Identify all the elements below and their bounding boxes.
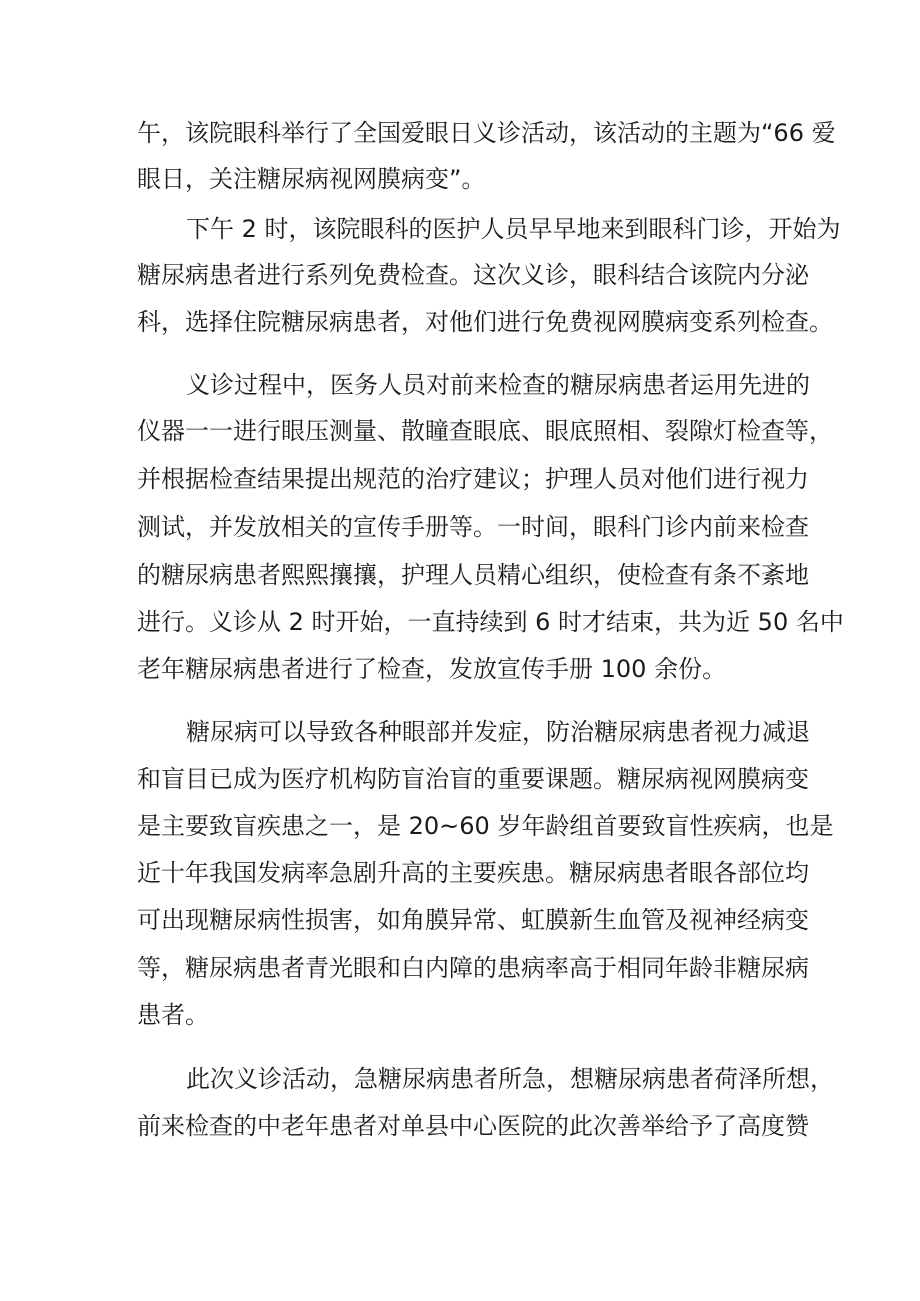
text-line: 此次义诊活动，急糖尿病患者所急，想糖尿病患者荷泽所想， [186,1065,834,1093]
text-line: 义诊过程中，医务人员对前来检查的糖尿病患者运用先进的 [186,371,810,399]
text-line: 测试，并发放相关的宣传手册等。一时间，眼科门诊内前来检查 [137,513,809,541]
text-line: 老年糖尿病患者进行了检查，发放宣传手册 100 余份。 [137,655,727,683]
text-line: 眼日，关注糖尿病视网膜病变”。 [137,165,486,193]
text-line: 患者。 [137,1001,209,1029]
text-line: 进行。义诊从 2 时开始，一直持续到 6 时才结束，共为近 50 名中 [137,608,844,636]
text-line: 等，糖尿病患者青光眼和白内障的患病率高于相同年龄非糖尿病 [137,954,809,982]
text-line: 糖尿病患者进行系列免费检查。这次义诊，眼科结合该院内分泌 [137,261,809,289]
text-line: 并根据检查结果提出规范的治疗建议；护理人员对他们进行视力 [137,465,809,493]
text-line: 前来检查的中老年患者对单县中心医院的此次善举给予了高度赞 [137,1112,809,1140]
text-line: 近十年我国发病率急剧升高的主要疾患。糖尿病患者眼各部位均 [137,859,809,887]
text-line: 下午 2 时，该院眼科的医护人员早早地来到眼科门诊，开始为 [186,215,841,243]
text-line: 的糖尿病患者熙熙攘攘，护理人员精心组织，使检查有条不紊地 [137,561,809,589]
text-line: 糖尿病可以导致各种眼部并发症，防治糖尿病患者视力减退 [186,718,810,746]
text-line: 可出现糖尿病性损害，如角膜异常、虹膜新生血管及视神经病变 [137,906,809,934]
text-line: 和盲目已成为医疗机构防盲治盲的重要课题。糖尿病视网膜病变 [137,765,809,793]
text-line: 仪器一一进行眼压测量、散瞳查眼底、眼底照相、裂隙灯检查等， [137,417,833,445]
text-line: 是主要致盲疾患之一，是 20~60 岁年龄组首要致盲性疾病，也是 [137,812,834,840]
text-line: 科，选择住院糖尿病患者，对他们进行免费视网膜病变系列检查。 [137,308,833,336]
text-line: 午，该院眼科举行了全国爱眼日义诊活动，该活动的主题为“66 爱 [137,119,836,147]
